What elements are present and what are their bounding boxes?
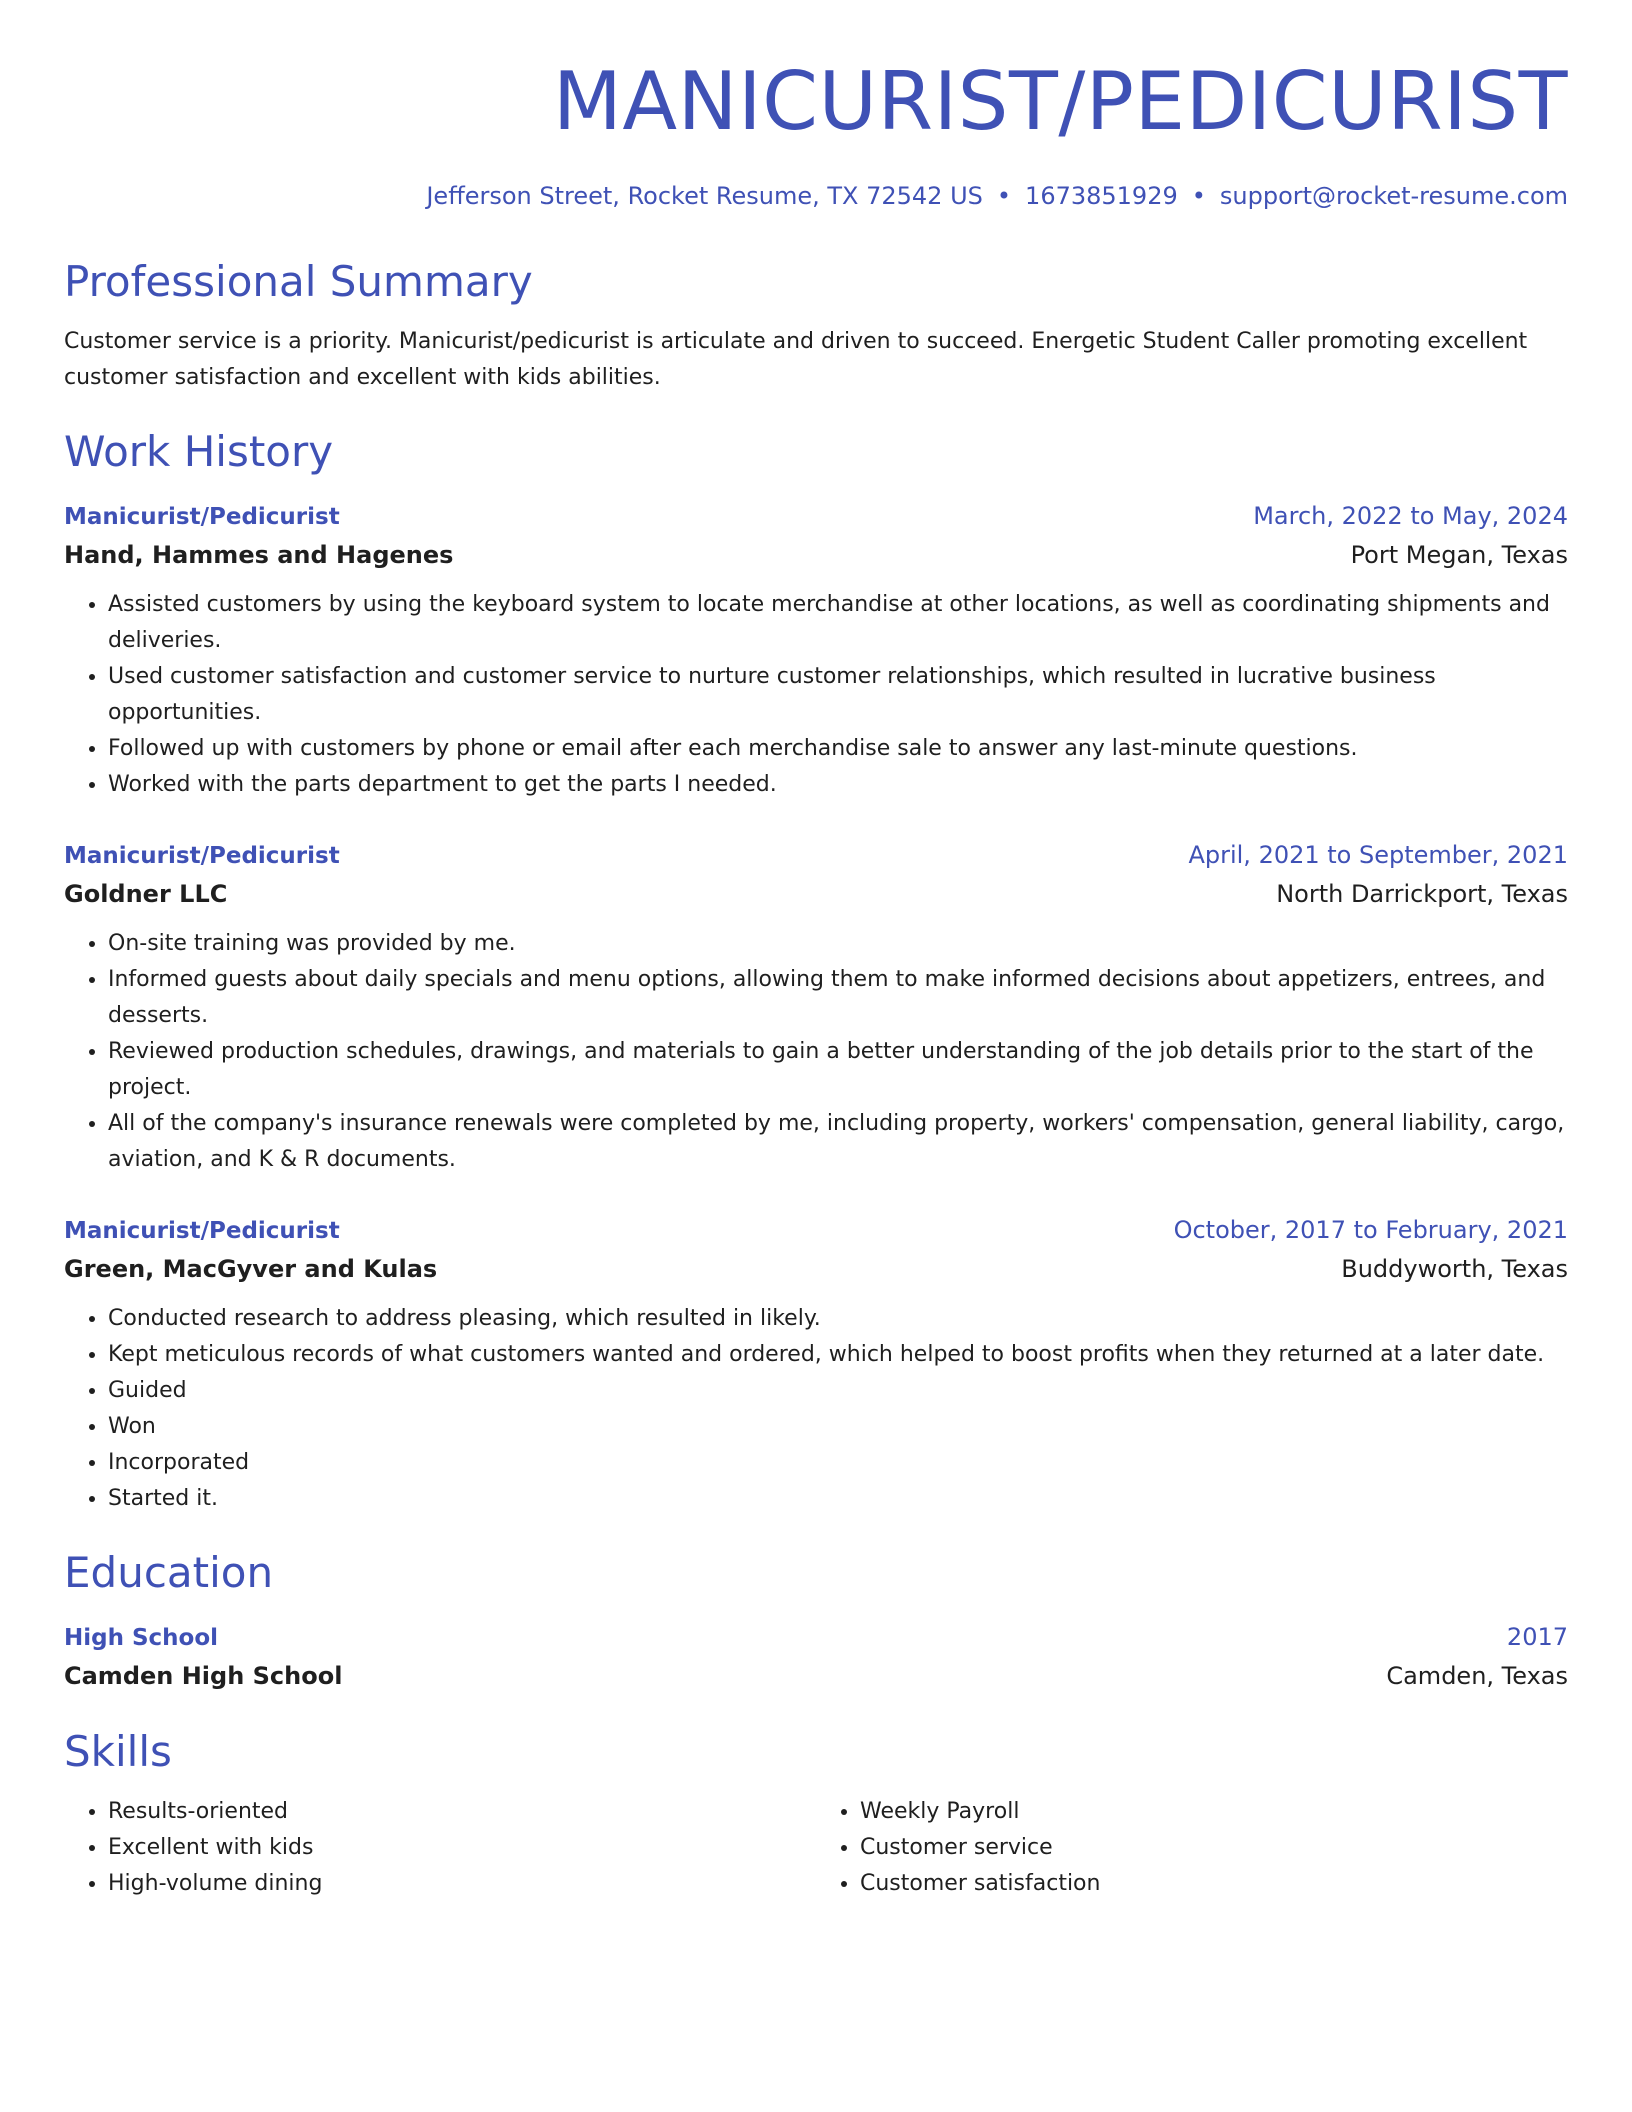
job-location: Port Megan, Texas xyxy=(1350,541,1568,569)
candidate-name: MANICURIST/PEDICURIST xyxy=(552,55,1568,148)
section-title-summary: Professional Summary xyxy=(64,257,533,306)
summary-text: Customer service is a priority. Manicurist/pedicurist is articulate and driven to succeed. Energetic Student Caller promoting excellent customer satisfaction and excellent with kids abilities. xyxy=(64,329,1528,390)
skills-columns xyxy=(64,1794,1568,1902)
job-entry xyxy=(64,1212,1568,1517)
job-header xyxy=(64,1212,1568,1249)
job-entry xyxy=(64,837,1568,1178)
list-item: • Followed up with customers by phone or email after each merchandise sale to answer any last-minute questions. xyxy=(108,731,1568,767)
job-subheader xyxy=(64,1249,1568,1289)
job-bullets xyxy=(64,1301,1568,1517)
job-company: Hand, Hammes and Hagenes xyxy=(64,541,454,569)
job-location: Buddyworth, Texas xyxy=(1341,1255,1568,1283)
job-header xyxy=(64,837,1568,874)
education-degree: High School xyxy=(64,1625,219,1651)
list-item: • Guided xyxy=(108,1373,1568,1409)
contact-separator: • xyxy=(1191,182,1206,210)
contact-phone: 1673851929 xyxy=(1025,182,1178,210)
list-item: • Used customer satisfaction and customer service to nurture customer relationships, which resulted in lucrative business opportunities. xyxy=(108,659,1568,731)
job-dates: April, 2021 to September, 2021 xyxy=(1188,841,1568,869)
list-item: • Informed guests about daily specials and menu options, allowing them to make informed decisions about appetizers, entrees, and desserts. xyxy=(108,962,1568,1034)
list-item: • Assisted customers by using the keyboard system to locate merchandise at other locations, as well as coordinating shipments and deliveries. xyxy=(108,587,1568,659)
list-item: • Incorporated xyxy=(108,1445,1568,1481)
job-bullets xyxy=(64,587,1568,803)
education-subheader xyxy=(64,1656,1568,1696)
job-subheader xyxy=(64,535,1568,575)
list-item: • All of the company's insurance renewals were completed by me, including property, workers' compensation, general liability, cargo, aviation, and K & R documents. xyxy=(108,1106,1568,1178)
list-item: • Excellent with kids xyxy=(108,1830,816,1866)
job-location: North Darrickport, Texas xyxy=(1276,880,1568,908)
list-item: • Kept meticulous records of what customers wanted and ordered, which helped to boost profits when they returned at a later date. xyxy=(108,1337,1568,1373)
job-company: Green, MacGyver and Kulas xyxy=(64,1255,438,1283)
job-dates: October, 2017 to February, 2021 xyxy=(1173,1216,1568,1244)
list-item: • Worked with the parts department to get the parts I needed. xyxy=(108,767,1568,803)
section-title-education: Education xyxy=(64,1548,274,1597)
list-item: • Reviewed production schedules, drawings, and materials to gain a better understanding of the job details prior to the start of the project. xyxy=(108,1034,1568,1106)
contact-separator: • xyxy=(996,182,1012,210)
contact-email[interactable]: support@rocket-resume.com xyxy=(1219,182,1568,210)
list-item: • High-volume dining xyxy=(108,1866,816,1902)
section-title-work-history: Work History xyxy=(64,427,334,476)
list-item: • Results-oriented xyxy=(108,1794,816,1830)
job-company: Goldner LLC xyxy=(64,880,228,908)
list-item: • Weekly Payroll xyxy=(860,1794,1568,1830)
list-item: • On-site training was provided by me. xyxy=(108,926,1568,962)
job-role: Manicurist/Pedicurist xyxy=(64,843,340,869)
list-item: • Customer service xyxy=(860,1830,1568,1866)
job-subheader xyxy=(64,874,1568,914)
education-school: Camden High School xyxy=(64,1662,343,1690)
list-item: • Started it. xyxy=(108,1481,1568,1517)
list-item: • Won xyxy=(108,1409,1568,1445)
job-dates: March, 2022 to May, 2024 xyxy=(1253,502,1568,530)
education-header xyxy=(64,1619,1568,1656)
section-title-skills: Skills xyxy=(64,1727,172,1776)
contact-line xyxy=(64,178,1568,214)
list-item: • Conducted research to address pleasing, which resulted in likely. xyxy=(108,1301,1568,1337)
skills-list-right xyxy=(816,1794,1568,1902)
job-role: Manicurist/Pedicurist xyxy=(64,504,340,530)
job-bullets xyxy=(64,926,1568,1178)
contact-address: Jefferson Street, Rocket Resume, TX 72542 US xyxy=(426,182,983,210)
education-location: Camden, Texas xyxy=(1386,1662,1568,1690)
education-entry xyxy=(64,1619,1568,1696)
job-entry xyxy=(64,498,1568,803)
list-item: • Customer satisfaction xyxy=(860,1866,1568,1902)
skills-list-left xyxy=(64,1794,816,1902)
job-role: Manicurist/Pedicurist xyxy=(64,1218,340,1244)
education-year: 2017 xyxy=(1506,1623,1568,1651)
job-header xyxy=(64,498,1568,535)
